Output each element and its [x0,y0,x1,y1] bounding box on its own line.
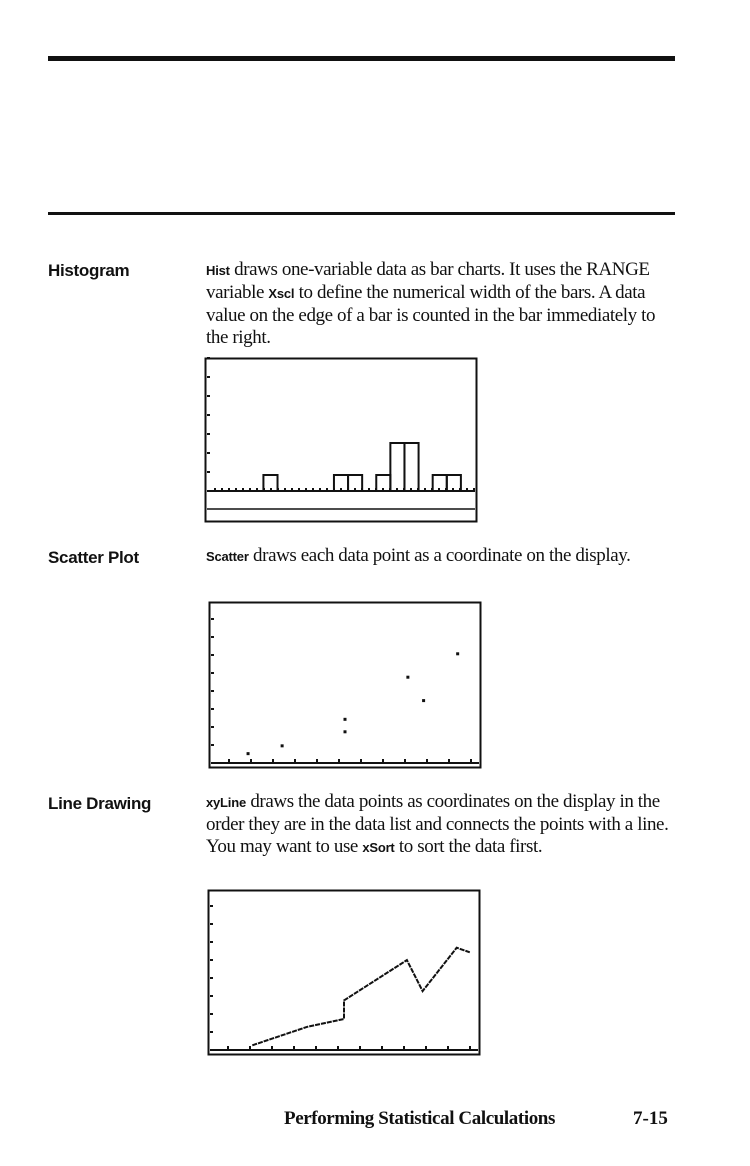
x-tick [447,1046,449,1049]
scatter-point [344,718,347,721]
scatter-description [206,545,676,568]
xscl-keyword: Xscl [268,286,295,301]
x-tick-dot [410,488,412,490]
y-tick [210,959,213,961]
x-tick [227,1046,229,1049]
y-tick [210,995,213,997]
x-tick-dot [221,488,223,490]
y-tick [210,905,213,907]
scatter-point [422,699,425,702]
y-tick [211,636,214,638]
x-tick [272,759,274,762]
x-tick-dot [326,488,328,490]
x-tick [426,759,428,762]
y-tick [207,433,210,435]
x-tick [404,759,406,762]
x-tick [250,759,252,762]
x-tick-dot [298,488,300,490]
x-tick-dot [270,488,272,490]
scatter-point [281,744,284,747]
data-line [252,948,469,1046]
x-tick-dot [291,488,293,490]
x-tick-dot [214,488,216,490]
x-tick-dot [228,488,230,490]
xsort-keyword: xSort [362,840,395,855]
x-tick-dot [340,488,342,490]
x-tick-dot [284,488,286,490]
x-tick-dot [256,488,258,490]
x-tick [315,1046,317,1049]
histogram-description [206,259,676,349]
line-screen [207,889,481,1056]
x-tick-dot [473,488,475,490]
scatter-point [247,752,250,755]
x-tick-dot [368,488,370,490]
x-tick [360,759,362,762]
x-tick [337,1046,339,1049]
y-tick [210,941,213,943]
x-tick [470,759,472,762]
y-tick [207,357,210,359]
x-tick [249,1046,251,1049]
histogram-text-1: draws one-variable data as bar charts. It uses the RANGE variable [206,259,650,303]
footer-title: Performing Statistical Calculations [284,1108,555,1129]
y-tick [210,1013,213,1015]
top-rule [48,56,675,61]
y-tick [207,414,210,416]
x-tick [294,759,296,762]
scatter-screen [208,601,482,769]
x-tick-dot [242,488,244,490]
x-tick-dot [249,488,251,490]
histogram-text-2: to define the numerical width of the bars. A data value on the edge of a bar is counted in the bar immediately to the right. [206,282,656,348]
histogram-bar [390,443,404,491]
x-tick-dot [452,488,454,490]
x-tick-dot [424,488,426,490]
line-description [206,791,676,859]
x-tick-dot [396,488,398,490]
x-tick-dot [466,488,468,490]
scatter-point [406,676,409,679]
x-tick [228,759,230,762]
screen-frame [210,603,481,768]
y-tick [211,744,214,746]
scatter-point [456,652,459,655]
x-tick [403,1046,405,1049]
x-tick [381,1046,383,1049]
x-tick [448,759,450,762]
xyline-keyword: xyLine [206,795,246,810]
y-tick [210,1031,213,1033]
y-tick [207,471,210,473]
scatter-keyword: Scatter [206,549,249,564]
x-tick-dot [319,488,321,490]
y-tick [211,618,214,620]
y-tick [207,395,210,397]
y-tick [211,690,214,692]
y-tick [211,726,214,728]
y-tick [207,376,210,378]
x-tick [359,1046,361,1049]
scatter-text-1: draws each data point as a coordinate on the display. [248,545,631,566]
screen-frame [209,891,480,1055]
line-text-2: to sort the data first. [394,836,543,857]
y-tick [207,452,210,454]
x-tick [338,759,340,762]
x-tick-dot [354,488,356,490]
x-tick-dot [382,488,384,490]
x-tick-dot [305,488,307,490]
section-rule [48,212,675,215]
line-text-1: draws the data points as coordinates on the display in the order they are in the data list and connects the points with a line. You may want to use [206,791,669,857]
scatter-point [344,730,347,733]
x-tick [382,759,384,762]
histogram-bar [404,443,418,491]
x-tick-dot [438,488,440,490]
y-tick [210,923,213,925]
y-tick [211,672,214,674]
x-tick [293,1046,295,1049]
x-tick [271,1046,273,1049]
x-tick [425,1046,427,1049]
y-tick [211,708,214,710]
page-number: 7-15 [633,1108,668,1129]
histogram-screen [204,357,478,523]
x-tick [469,1046,471,1049]
y-tick [211,654,214,656]
scatter-heading: Scatter Plot [48,548,139,567]
histogram-heading: Histogram [48,261,130,280]
x-tick-dot [312,488,314,490]
y-tick [210,977,213,979]
line-heading: Line Drawing [48,794,152,813]
screen-frame [206,359,477,522]
hist-keyword: Hist [206,263,230,278]
x-tick [316,759,318,762]
x-tick-dot [235,488,237,490]
